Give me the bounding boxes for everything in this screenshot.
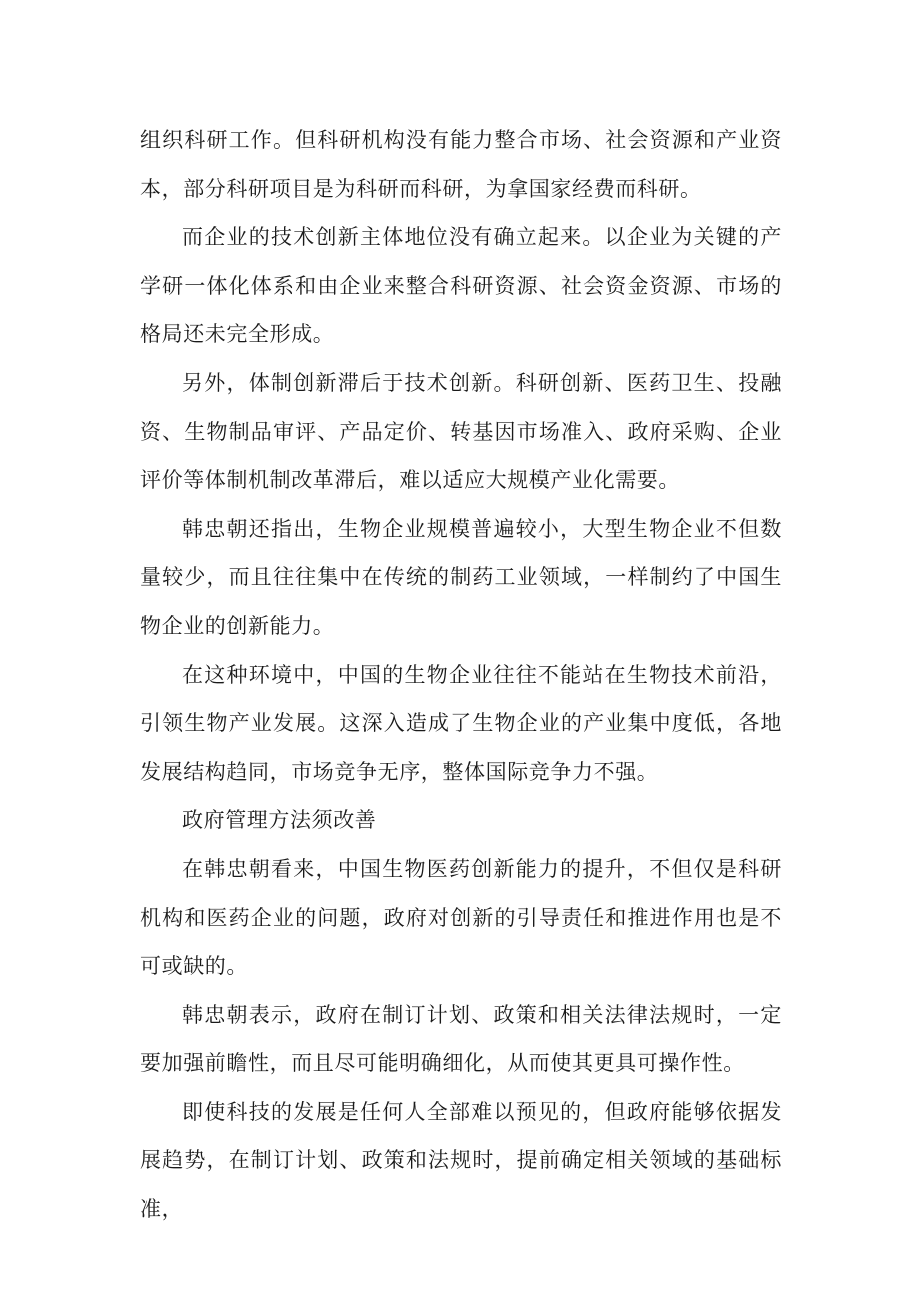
paragraph-6: 在韩忠朝看来，中国生物医药创新能力的提升，不但仅是科研机构和医药企业的问题，政府对创新的引导责任和推进作用也是不可或缺的。 bbox=[140, 856, 782, 979]
section-heading: 政府管理方法须改善 bbox=[182, 808, 377, 833]
paragraph-7: 韩忠朝表示，政府在制订计划、政策和相关法律法规时，一定要加强前瞻性，而且尽可能明确细化，从而使其更具可操作性。 bbox=[140, 1002, 782, 1076]
paragraph-5: 在这种环境中，中国的生物企业往往不能站在生物技术前沿，引领生物产业发展。这深入造成了生物企业的产业集中度低，各地发展结构趋同，市场竞争无序，整体国际竞争力不强。 bbox=[140, 662, 782, 784]
paragraph-1: 组织科研工作。但科研机构没有能力整合市场、社会资源和产业资本，部分科研项目是为科研而科研，为拿国家经费而科研。 bbox=[140, 128, 782, 201]
document-body bbox=[140, 116, 782, 1234]
paragraph-2: 而企业的技术创新主体地位没有确立起来。以企业为关键的产学研一体化体系和由企业来整合科研资源、社会资金资源、市场的格局还未完全形成。 bbox=[140, 225, 782, 347]
paragraph-8: 即使科技的发展是任何人全部难以预见的，但政府能够依据发展趋势，在制订计划、政策和法规时，提前确定相关领域的基础标准， bbox=[140, 1099, 782, 1222]
paragraph-4: 韩忠朝还指出，生物企业规模普遍较小，大型生物企业不但数量较少，而且往往集中在传统的制药工业领域，一样制约了中国生物企业的创新能力。 bbox=[140, 516, 782, 638]
paragraph-3: 另外，体制创新滞后于技术创新。科研创新、医药卫生、投融资、生物制品审评、产品定价、转基因市场准入、政府采购、企业评价等体制机制改革滞后，难以适应大规模产业化需要。 bbox=[140, 370, 782, 493]
